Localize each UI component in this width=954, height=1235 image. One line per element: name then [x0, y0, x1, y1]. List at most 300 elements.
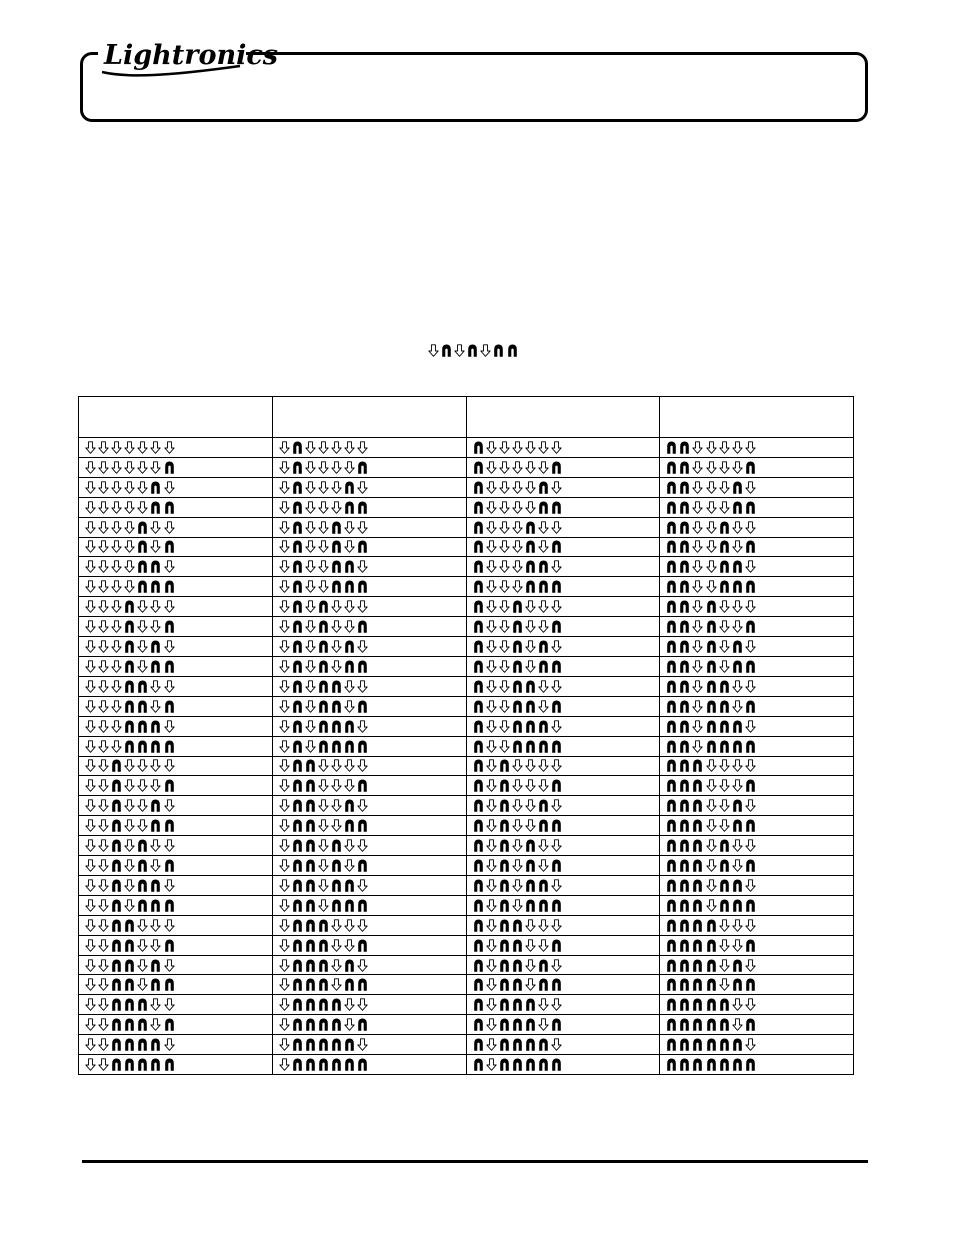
- dip-switch-pattern: [279, 620, 466, 634]
- hollow-down-arrow-icon: [692, 560, 703, 573]
- filled-arch-icon: [111, 1058, 122, 1071]
- switch-setting-cell: [79, 637, 273, 657]
- hollow-down-arrow-icon: [745, 720, 756, 733]
- hollow-down-arrow-icon: [732, 540, 743, 553]
- filled-arch-icon: [551, 740, 562, 753]
- hollow-down-arrow-icon: [150, 919, 161, 932]
- switch-setting-cell: [660, 597, 854, 617]
- filled-arch-icon: [706, 959, 717, 972]
- hollow-down-arrow-icon: [499, 521, 510, 534]
- filled-arch-icon: [499, 939, 510, 952]
- hollow-down-arrow-icon: [279, 501, 290, 514]
- filled-arch-icon: [305, 759, 316, 772]
- hollow-down-arrow-icon: [719, 978, 730, 991]
- filled-arch-icon: [357, 1018, 368, 1031]
- filled-arch-icon: [679, 839, 690, 852]
- hollow-down-arrow-icon: [111, 740, 122, 753]
- table-row: [79, 935, 854, 955]
- filled-arch-icon: [538, 501, 549, 514]
- switch-setting-cell: [660, 557, 854, 577]
- switch-setting-cell: [79, 796, 273, 816]
- filled-arch-icon: [732, 899, 743, 912]
- filled-arch-icon: [507, 344, 518, 357]
- hollow-down-arrow-icon: [692, 680, 703, 693]
- table-row: [79, 776, 854, 796]
- filled-arch-icon: [732, 978, 743, 991]
- filled-arch-icon: [551, 461, 562, 474]
- filled-arch-icon: [318, 600, 329, 613]
- filled-arch-icon: [150, 1038, 161, 1051]
- dip-switch-pattern: [666, 898, 853, 912]
- hollow-down-arrow-icon: [538, 759, 549, 772]
- hollow-down-arrow-icon: [331, 799, 342, 812]
- hollow-down-arrow-icon: [318, 481, 329, 494]
- filled-arch-icon: [150, 481, 161, 494]
- filled-arch-icon: [525, 700, 536, 713]
- filled-arch-icon: [344, 978, 355, 991]
- column-header-3: [466, 397, 660, 438]
- hollow-down-arrow-icon: [499, 600, 510, 613]
- filled-arch-icon: [666, 1058, 677, 1071]
- hollow-down-arrow-icon: [499, 720, 510, 733]
- hollow-down-arrow-icon: [85, 600, 96, 613]
- switch-setting-cell: [79, 1055, 273, 1075]
- hollow-down-arrow-icon: [706, 859, 717, 872]
- dip-switch-pattern: [85, 600, 272, 614]
- hollow-down-arrow-icon: [85, 560, 96, 573]
- filled-arch-icon: [111, 879, 122, 892]
- dip-switch-pattern: [85, 580, 272, 594]
- hollow-down-arrow-icon: [279, 560, 290, 573]
- hollow-down-arrow-icon: [331, 620, 342, 633]
- table-row: [79, 895, 854, 915]
- hollow-down-arrow-icon: [331, 600, 342, 613]
- filled-arch-icon: [706, 620, 717, 633]
- filled-arch-icon: [706, 1038, 717, 1051]
- hollow-down-arrow-icon: [111, 600, 122, 613]
- hollow-down-arrow-icon: [98, 819, 109, 832]
- switch-setting-cell: [272, 716, 466, 736]
- filled-arch-icon: [124, 640, 135, 653]
- hollow-down-arrow-icon: [486, 1018, 497, 1031]
- hollow-down-arrow-icon: [745, 839, 756, 852]
- filled-arch-icon: [679, 799, 690, 812]
- hollow-down-arrow-icon: [279, 540, 290, 553]
- filled-arch-icon: [164, 939, 175, 952]
- filled-arch-icon: [745, 779, 756, 792]
- hollow-down-arrow-icon: [111, 441, 122, 454]
- filled-arch-icon: [745, 1058, 756, 1071]
- switch-setting-cell: [272, 497, 466, 517]
- switch-setting-cell: [272, 557, 466, 577]
- filled-arch-icon: [124, 660, 135, 673]
- switch-setting-cell: [79, 517, 273, 537]
- hollow-down-arrow-icon: [745, 680, 756, 693]
- dip-switch-pattern: [85, 719, 272, 733]
- hollow-down-arrow-icon: [486, 899, 497, 912]
- hollow-down-arrow-icon: [279, 978, 290, 991]
- dip-switch-pattern: [279, 480, 466, 494]
- dip-switch-pattern: [666, 699, 853, 713]
- hollow-down-arrow-icon: [85, 959, 96, 972]
- table-row: [79, 457, 854, 477]
- filled-arch-icon: [692, 919, 703, 932]
- dip-switch-pattern: [85, 878, 272, 892]
- hollow-down-arrow-icon: [745, 600, 756, 613]
- filled-arch-icon: [732, 740, 743, 753]
- dip-switch-pattern: [473, 1058, 660, 1072]
- switch-setting-cell: [79, 836, 273, 856]
- filled-arch-icon: [357, 461, 368, 474]
- filled-arch-icon: [473, 1058, 484, 1071]
- hollow-down-arrow-icon: [150, 700, 161, 713]
- hollow-down-arrow-icon: [486, 879, 497, 892]
- hollow-down-arrow-icon: [305, 700, 316, 713]
- hollow-down-arrow-icon: [137, 919, 148, 932]
- switch-setting-cell: [660, 935, 854, 955]
- switch-setting-cell: [272, 656, 466, 676]
- dip-switch-pattern: [279, 659, 466, 673]
- hollow-down-arrow-icon: [318, 501, 329, 514]
- filled-arch-icon: [331, 560, 342, 573]
- hollow-down-arrow-icon: [331, 978, 342, 991]
- hollow-down-arrow-icon: [706, 580, 717, 593]
- hollow-down-arrow-icon: [98, 799, 109, 812]
- switch-setting-cell: [466, 915, 660, 935]
- dip-switch-pattern: [473, 858, 660, 872]
- table-row: [79, 597, 854, 617]
- dip-switch-pattern: [85, 699, 272, 713]
- hollow-down-arrow-icon: [692, 540, 703, 553]
- hollow-down-arrow-icon: [357, 799, 368, 812]
- dip-switch-pattern: [85, 679, 272, 693]
- hollow-down-arrow-icon: [305, 640, 316, 653]
- hollow-down-arrow-icon: [692, 580, 703, 593]
- filled-arch-icon: [499, 759, 510, 772]
- hollow-down-arrow-icon: [318, 859, 329, 872]
- filled-arch-icon: [292, 779, 303, 792]
- filled-arch-icon: [124, 740, 135, 753]
- dip-switch-pattern: [279, 759, 466, 773]
- hollow-down-arrow-icon: [486, 560, 497, 573]
- dip-switch-pattern: [666, 719, 853, 733]
- filled-arch-icon: [331, 720, 342, 733]
- hollow-down-arrow-icon: [279, 759, 290, 772]
- hollow-down-arrow-icon: [98, 481, 109, 494]
- filled-arch-icon: [357, 819, 368, 832]
- hollow-down-arrow-icon: [331, 819, 342, 832]
- table-row: [79, 756, 854, 776]
- filled-arch-icon: [719, 521, 730, 534]
- hollow-down-arrow-icon: [137, 959, 148, 972]
- filled-arch-icon: [292, 1038, 303, 1051]
- filled-arch-icon: [473, 580, 484, 593]
- hollow-down-arrow-icon: [551, 959, 562, 972]
- hollow-down-arrow-icon: [305, 720, 316, 733]
- hollow-down-arrow-icon: [706, 779, 717, 792]
- hollow-down-arrow-icon: [512, 819, 523, 832]
- table-row: [79, 577, 854, 597]
- hollow-down-arrow-icon: [486, 521, 497, 534]
- filled-arch-icon: [525, 680, 536, 693]
- switch-setting-cell: [79, 975, 273, 995]
- hollow-down-arrow-icon: [719, 779, 730, 792]
- filled-arch-icon: [719, 1058, 730, 1071]
- hollow-down-arrow-icon: [98, 759, 109, 772]
- filled-arch-icon: [493, 344, 504, 357]
- switch-setting-cell: [660, 975, 854, 995]
- hollow-down-arrow-icon: [164, 640, 175, 653]
- switch-setting-cell: [79, 617, 273, 637]
- filled-arch-icon: [679, 959, 690, 972]
- hollow-down-arrow-icon: [137, 799, 148, 812]
- hollow-down-arrow-icon: [732, 779, 743, 792]
- filled-arch-icon: [164, 859, 175, 872]
- filled-arch-icon: [679, 680, 690, 693]
- hollow-down-arrow-icon: [538, 779, 549, 792]
- dip-switch-pattern: [473, 779, 660, 793]
- filled-arch-icon: [124, 1018, 135, 1031]
- hollow-down-arrow-icon: [150, 779, 161, 792]
- hollow-down-arrow-icon: [344, 1018, 355, 1031]
- hollow-down-arrow-icon: [357, 600, 368, 613]
- filled-arch-icon: [666, 620, 677, 633]
- dip-switch-pattern: [85, 1018, 272, 1032]
- dip-switch-pattern: [279, 739, 466, 753]
- hollow-down-arrow-icon: [344, 461, 355, 474]
- hollow-down-arrow-icon: [512, 899, 523, 912]
- filled-arch-icon: [344, 660, 355, 673]
- dip-switch-pattern: [473, 958, 660, 972]
- switch-setting-cell: [79, 1015, 273, 1035]
- dip-switch-pattern: [85, 640, 272, 654]
- hollow-down-arrow-icon: [538, 939, 549, 952]
- filled-arch-icon: [292, 580, 303, 593]
- filled-arch-icon: [679, 939, 690, 952]
- filled-arch-icon: [473, 998, 484, 1011]
- hollow-down-arrow-icon: [318, 540, 329, 553]
- filled-arch-icon: [732, 660, 743, 673]
- hollow-down-arrow-icon: [85, 640, 96, 653]
- filled-arch-icon: [732, 879, 743, 892]
- filled-arch-icon: [473, 759, 484, 772]
- hollow-down-arrow-icon: [111, 461, 122, 474]
- filled-arch-icon: [357, 740, 368, 753]
- dip-switch-pattern: [473, 500, 660, 514]
- switch-setting-cell: [660, 637, 854, 657]
- hollow-down-arrow-icon: [331, 660, 342, 673]
- hollow-down-arrow-icon: [279, 1038, 290, 1051]
- switch-setting-cell: [660, 836, 854, 856]
- column-header-2: [272, 397, 466, 438]
- hollow-down-arrow-icon: [486, 799, 497, 812]
- table-row: [79, 875, 854, 895]
- switch-setting-cell: [466, 457, 660, 477]
- switch-setting-cell: [272, 676, 466, 696]
- table-row: [79, 617, 854, 637]
- switch-setting-cell: [272, 517, 466, 537]
- hollow-down-arrow-icon: [357, 680, 368, 693]
- table-row: [79, 716, 854, 736]
- brand-logo: [98, 32, 278, 80]
- filled-arch-icon: [473, 1038, 484, 1051]
- filled-arch-icon: [473, 899, 484, 912]
- filled-arch-icon: [512, 660, 523, 673]
- filled-arch-icon: [692, 978, 703, 991]
- switch-setting-cell: [466, 438, 660, 458]
- filled-arch-icon: [745, 580, 756, 593]
- filled-arch-icon: [732, 640, 743, 653]
- hollow-down-arrow-icon: [538, 620, 549, 633]
- filled-arch-icon: [732, 799, 743, 812]
- switch-setting-cell: [660, 676, 854, 696]
- filled-arch-icon: [124, 700, 135, 713]
- filled-arch-icon: [666, 501, 677, 514]
- hollow-down-arrow-icon: [124, 521, 135, 534]
- dip-switch-pattern: [666, 739, 853, 753]
- dip-switch-pattern: [279, 540, 466, 554]
- switch-setting-cell: [466, 537, 660, 557]
- hollow-down-arrow-icon: [344, 919, 355, 932]
- hollow-down-arrow-icon: [719, 759, 730, 772]
- hollow-down-arrow-icon: [150, 680, 161, 693]
- filled-arch-icon: [473, 521, 484, 534]
- filled-arch-icon: [538, 899, 549, 912]
- hollow-down-arrow-icon: [85, 620, 96, 633]
- filled-arch-icon: [318, 998, 329, 1011]
- filled-arch-icon: [305, 998, 316, 1011]
- filled-arch-icon: [124, 620, 135, 633]
- hollow-down-arrow-icon: [706, 521, 717, 534]
- hollow-down-arrow-icon: [551, 839, 562, 852]
- filled-arch-icon: [512, 680, 523, 693]
- filled-arch-icon: [164, 540, 175, 553]
- filled-arch-icon: [692, 779, 703, 792]
- switch-setting-cell: [660, 656, 854, 676]
- dip-switch-pattern: [85, 739, 272, 753]
- hollow-down-arrow-icon: [732, 461, 743, 474]
- dip-switch-pattern: [666, 819, 853, 833]
- hollow-down-arrow-icon: [85, 859, 96, 872]
- filled-arch-icon: [679, 441, 690, 454]
- switch-setting-cell: [79, 756, 273, 776]
- hollow-down-arrow-icon: [706, 441, 717, 454]
- filled-arch-icon: [292, 978, 303, 991]
- dip-switch-pattern: [279, 878, 466, 892]
- filled-arch-icon: [512, 700, 523, 713]
- hollow-down-arrow-icon: [525, 461, 536, 474]
- hollow-down-arrow-icon: [538, 839, 549, 852]
- hollow-down-arrow-icon: [551, 680, 562, 693]
- dip-switch-pattern: [666, 958, 853, 972]
- hollow-down-arrow-icon: [279, 720, 290, 733]
- hollow-down-arrow-icon: [706, 819, 717, 832]
- hollow-down-arrow-icon: [745, 481, 756, 494]
- filled-arch-icon: [305, 859, 316, 872]
- filled-arch-icon: [111, 799, 122, 812]
- hollow-down-arrow-icon: [745, 998, 756, 1011]
- table-row: [79, 736, 854, 756]
- filled-arch-icon: [666, 660, 677, 673]
- filled-arch-icon: [512, 998, 523, 1011]
- filled-arch-icon: [331, 899, 342, 912]
- hollow-down-arrow-icon: [512, 540, 523, 553]
- hollow-down-arrow-icon: [344, 700, 355, 713]
- filled-arch-icon: [666, 1018, 677, 1031]
- dip-switch-pattern: [473, 480, 660, 494]
- hollow-down-arrow-icon: [111, 540, 122, 553]
- hollow-down-arrow-icon: [551, 720, 562, 733]
- filled-arch-icon: [679, 740, 690, 753]
- filled-arch-icon: [344, 1038, 355, 1051]
- hollow-down-arrow-icon: [732, 680, 743, 693]
- filled-arch-icon: [719, 879, 730, 892]
- hollow-down-arrow-icon: [486, 501, 497, 514]
- filled-arch-icon: [499, 998, 510, 1011]
- switch-setting-cell: [660, 915, 854, 935]
- hollow-down-arrow-icon: [279, 839, 290, 852]
- filled-arch-icon: [137, 839, 148, 852]
- filled-arch-icon: [292, 680, 303, 693]
- filled-arch-icon: [666, 959, 677, 972]
- hollow-down-arrow-icon: [512, 461, 523, 474]
- filled-arch-icon: [150, 740, 161, 753]
- hollow-down-arrow-icon: [486, 720, 497, 733]
- filled-arch-icon: [538, 819, 549, 832]
- filled-arch-icon: [124, 919, 135, 932]
- hollow-down-arrow-icon: [150, 600, 161, 613]
- hollow-down-arrow-icon: [499, 461, 510, 474]
- filled-arch-icon: [538, 799, 549, 812]
- hollow-down-arrow-icon: [745, 919, 756, 932]
- hollow-down-arrow-icon: [719, 819, 730, 832]
- dip-switch-pattern: [473, 679, 660, 693]
- filled-arch-icon: [473, 680, 484, 693]
- filled-arch-icon: [499, 799, 510, 812]
- filled-arch-icon: [318, 959, 329, 972]
- filled-arch-icon: [512, 600, 523, 613]
- dip-switch-pattern: [279, 560, 466, 574]
- hollow-down-arrow-icon: [732, 1018, 743, 1031]
- dip-switch-pattern: [85, 958, 272, 972]
- switch-setting-cell: [272, 1015, 466, 1035]
- dip-switch-pattern: [279, 520, 466, 534]
- switch-setting-cell: [466, 696, 660, 716]
- hollow-down-arrow-icon: [124, 779, 135, 792]
- filled-arch-icon: [318, 919, 329, 932]
- filled-arch-icon: [344, 481, 355, 494]
- hollow-down-arrow-icon: [512, 560, 523, 573]
- filled-arch-icon: [551, 660, 562, 673]
- hollow-down-arrow-icon: [279, 481, 290, 494]
- hollow-down-arrow-icon: [279, 660, 290, 673]
- hollow-down-arrow-icon: [551, 919, 562, 932]
- filled-arch-icon: [525, 560, 536, 573]
- filled-arch-icon: [732, 560, 743, 573]
- hollow-down-arrow-icon: [525, 660, 536, 673]
- hollow-down-arrow-icon: [331, 939, 342, 952]
- switch-setting-cell: [79, 577, 273, 597]
- hollow-down-arrow-icon: [164, 521, 175, 534]
- filled-arch-icon: [732, 481, 743, 494]
- filled-arch-icon: [357, 620, 368, 633]
- hollow-down-arrow-icon: [486, 620, 497, 633]
- hollow-down-arrow-icon: [525, 441, 536, 454]
- hollow-down-arrow-icon: [499, 660, 510, 673]
- hollow-down-arrow-icon: [111, 640, 122, 653]
- hollow-down-arrow-icon: [98, 779, 109, 792]
- hollow-down-arrow-icon: [124, 899, 135, 912]
